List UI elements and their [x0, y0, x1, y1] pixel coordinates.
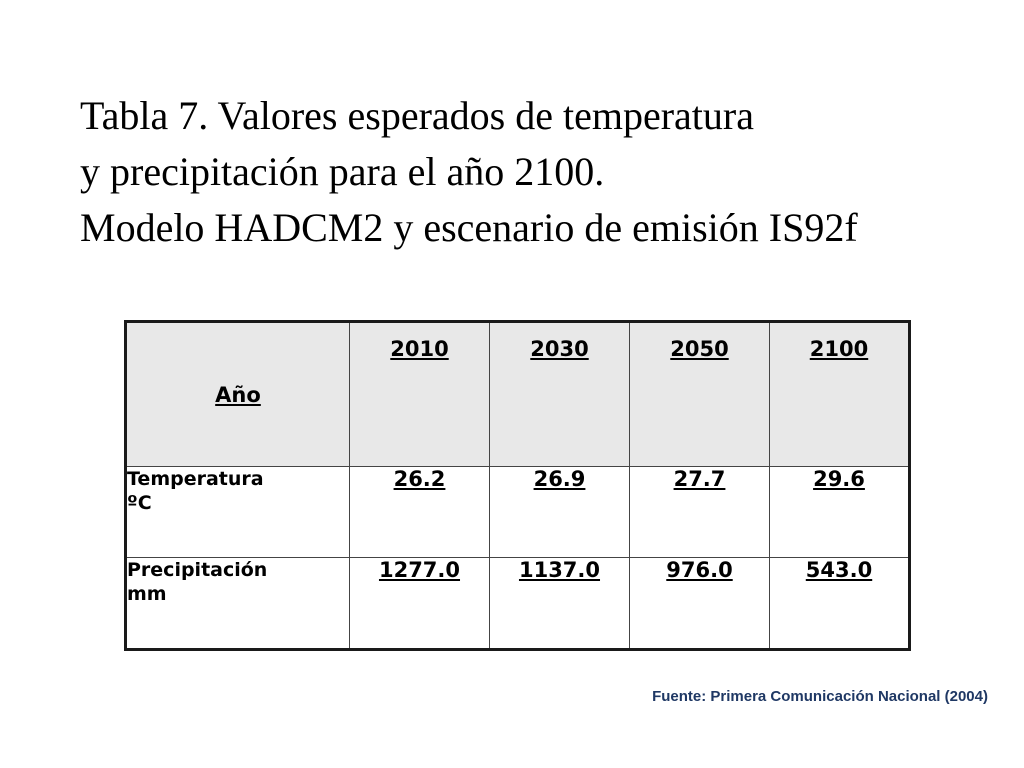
row-label-temperature-name: Temperatura — [127, 468, 264, 490]
slide-title — [80, 88, 858, 256]
table-cell: 1277.0 — [350, 558, 490, 650]
table-header-row — [126, 322, 910, 467]
table-cell: 26.9 — [490, 467, 630, 558]
table-cell: 26.2 — [350, 467, 490, 558]
table-cell: 976.0 — [630, 558, 770, 650]
header-year-2030: 2030 — [490, 322, 630, 467]
header-year-2100: 2100 — [770, 322, 910, 467]
source-citation: Fuente: Primera Comunicación Nacional (2004) — [652, 688, 988, 705]
header-year-2010: 2010 — [350, 322, 490, 467]
row-label-temperature-unit: ºC — [127, 492, 152, 514]
row-label-precipitation-name: Precipitación — [127, 559, 268, 581]
table-cell: 29.6 — [770, 467, 910, 558]
header-year-label: Año — [126, 322, 350, 467]
table-cell: 1137.0 — [490, 558, 630, 650]
row-label-temperature — [126, 467, 350, 558]
row-label-precipitation — [126, 558, 350, 650]
table-cell: 543.0 — [770, 558, 910, 650]
climate-table — [124, 320, 911, 651]
row-label-precipitation-unit: mm — [127, 583, 167, 605]
header-year-2050: 2050 — [630, 322, 770, 467]
title-line-1: Tabla 7. Valores esperados de temperatura — [80, 93, 754, 138]
title-line-3: Modelo HADCM2 y escenario de emisión IS92f — [80, 205, 858, 250]
table-row — [126, 467, 910, 558]
table-row — [126, 558, 910, 650]
table-cell: 27.7 — [630, 467, 770, 558]
title-line-2: y precipitación para el año 2100. — [80, 149, 605, 194]
